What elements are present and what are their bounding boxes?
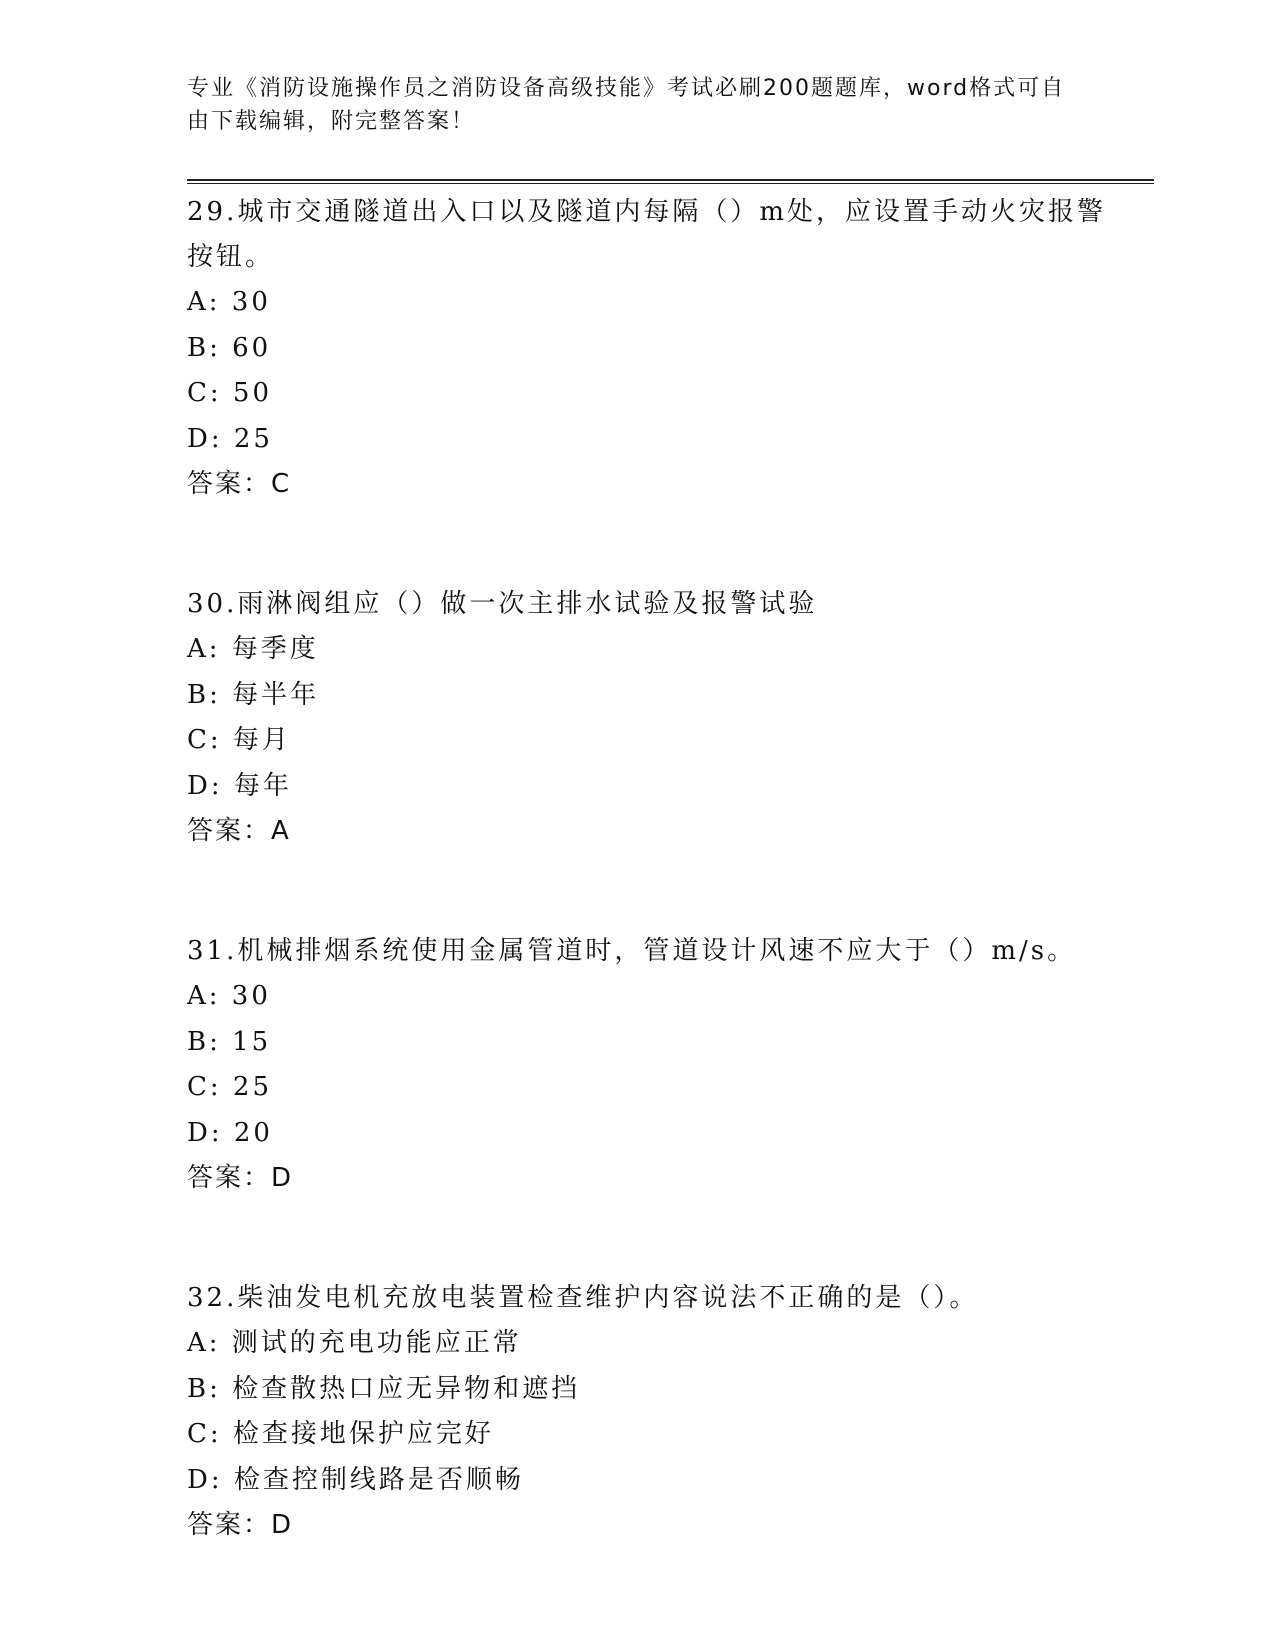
- question-29: [187, 190, 1107, 507]
- question-31: [187, 929, 1107, 1201]
- answer-label: 答案：A: [187, 816, 291, 846]
- header-divider: [187, 179, 1154, 184]
- question-spacer: [187, 507, 1107, 582]
- answer-label: 答案：C: [187, 469, 292, 499]
- question-stem: 29.城市交通隧道出入口以及隧道内每隔（）m处，应设置手动火灾报警按钮。: [187, 197, 1107, 272]
- option-d: D: 20: [187, 1117, 273, 1148]
- option-a: A: 30: [187, 981, 271, 1011]
- option-b: B: 每半年: [187, 679, 320, 710]
- question-spacer: [187, 1201, 1107, 1276]
- option-c: C: 50: [187, 378, 273, 408]
- option-c: C: 检查接地保护应完好: [187, 1419, 494, 1449]
- option-d: D: 25: [187, 423, 273, 454]
- option-d: D: 检查控制线路是否顺畅: [187, 1464, 524, 1495]
- option-d: D: 每年: [187, 770, 292, 801]
- question-stem: 31.机械排烟系统使用金属管道时，管道设计风速不应大于（）m/s。: [187, 936, 1077, 966]
- document-header: 专业《消防设施操作员之消防设备高级技能》考试必刷200题题库，word格式可自由下载编辑，附完整答案！: [187, 76, 1066, 134]
- answer-label: 答案：D: [187, 1510, 294, 1540]
- question-spacer: [187, 854, 1107, 929]
- option-a: A: 每季度: [187, 634, 319, 664]
- answer-label: 答案：D: [187, 1163, 294, 1193]
- option-b: B: 60: [187, 332, 272, 363]
- question-stem: 32.柴油发电机充放电装置检查维护内容说法不正确的是（）。: [187, 1283, 979, 1313]
- option-c: C: 25: [187, 1072, 273, 1102]
- question-32: [187, 1276, 1107, 1548]
- option-a: A: 30: [187, 287, 271, 317]
- question-stem: 30.雨淋阀组应（）做一次主排水试验及报警试验: [187, 589, 818, 619]
- question-30: [187, 582, 1107, 854]
- option-a: A: 测试的充电功能应正常: [187, 1328, 522, 1358]
- option-b: B: 检查散热口应无异物和遮挡: [187, 1373, 581, 1404]
- option-c: C: 每月: [187, 725, 291, 755]
- option-b: B: 15: [187, 1026, 272, 1057]
- question-list: [187, 190, 1107, 1548]
